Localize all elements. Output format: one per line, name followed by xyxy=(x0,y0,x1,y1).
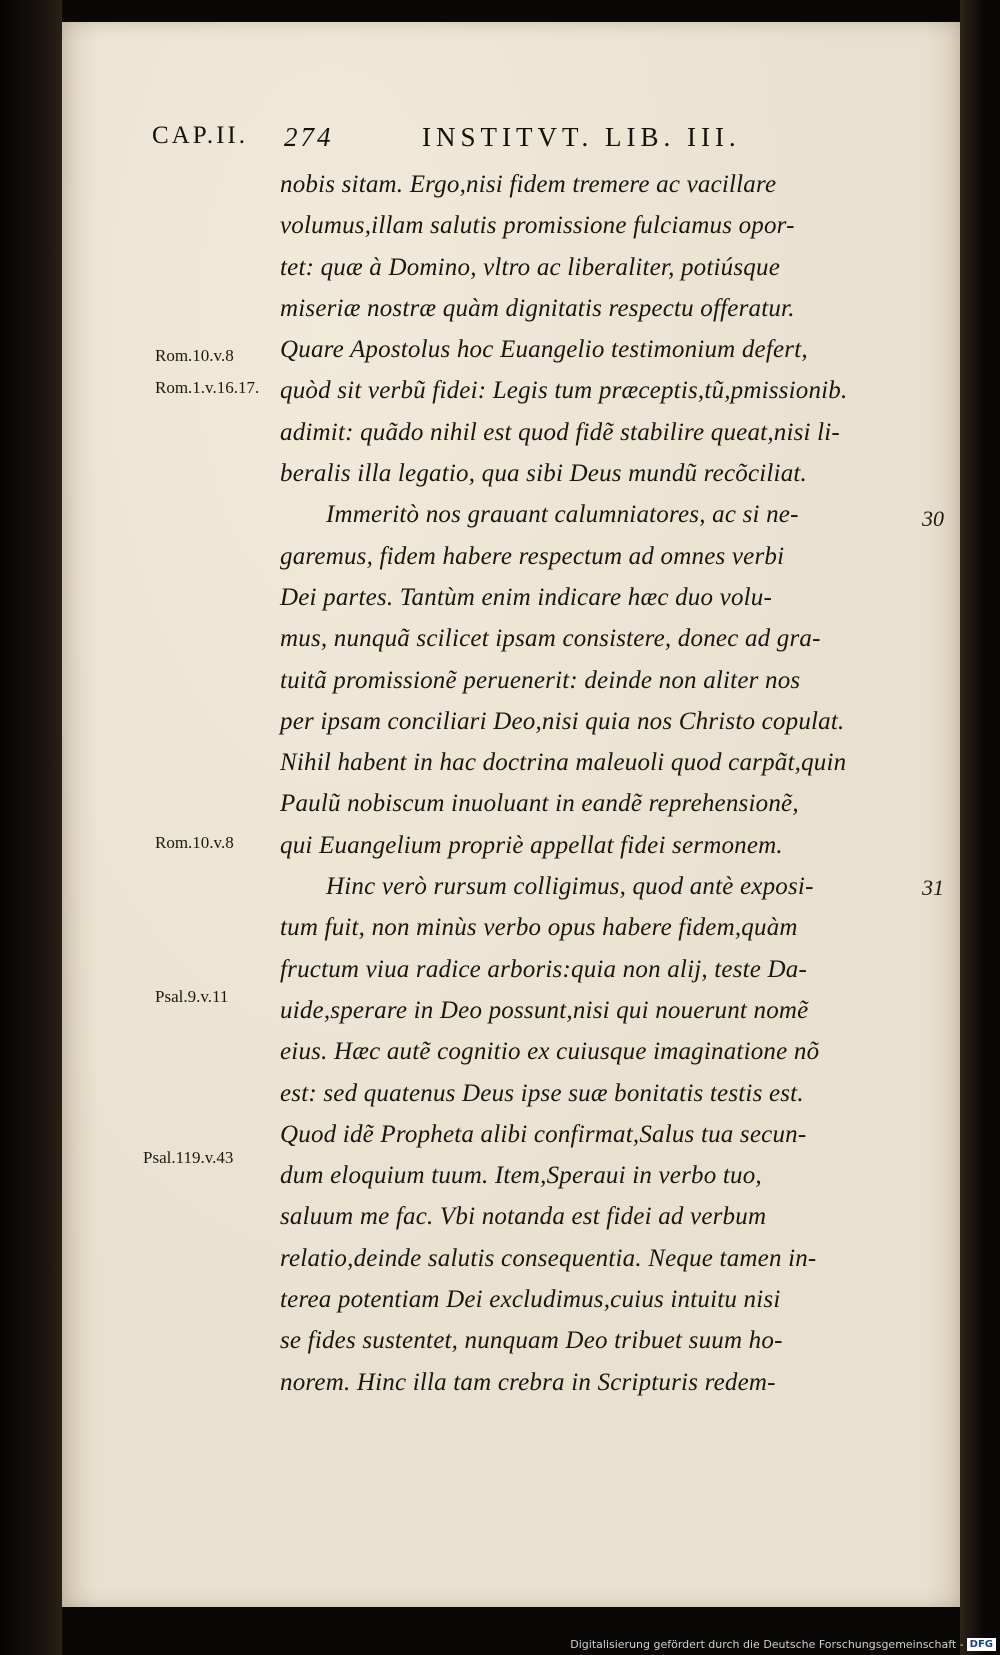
margin-section-number: 31 xyxy=(922,875,944,900)
chapter-label: CAP.II. xyxy=(152,122,249,149)
margin-reference: Psal.119.v.43 xyxy=(143,1148,234,1167)
text-line: se fides sustentet, nunquam Deo tribuet suum ho- xyxy=(280,1327,783,1355)
dfg-logo: DFG xyxy=(967,1638,996,1651)
body-text xyxy=(280,164,900,1403)
digitization-credit xyxy=(570,1638,996,1652)
text-line: tum fuit, non minùs verbo opus habere fidem,quàm xyxy=(280,914,798,942)
text-line: per ipsam conciliari Deo,nisi quia nos Christo copulat. xyxy=(280,707,845,735)
text-line: beralis illa legatio, qua sibi Deus mundũ recõciliat. xyxy=(280,460,807,488)
text-line: miseriæ nostræ quàm dignitatis respectu offeratur. xyxy=(280,294,795,322)
text-line: fructum viua radice arboris:quia non alij, teste Da- xyxy=(280,955,808,983)
binding-gutter xyxy=(0,0,62,1655)
text-line: volumus,illam salutis promissione fulciamus opor- xyxy=(280,212,795,240)
text-line: garemus, fidem habere respectum ad omnes verbi xyxy=(280,542,785,570)
text-line: tuitã promissionẽ peruenerit: deinde non aliter nos xyxy=(280,666,801,694)
text-line: est: sed quatenus Deus ipse suæ bonitatis testis est. xyxy=(280,1079,804,1107)
text-line: Immeritò nos grauant calumniatores, ac si ne- xyxy=(326,501,799,529)
text-line: norem. Hinc illa tam crebra in Scripturis redem- xyxy=(280,1368,776,1396)
margin-section-number: 30 xyxy=(922,506,944,531)
text-line: Hinc verò rursum colligimus, quod antè exposi- xyxy=(326,873,814,901)
text-line: mus, nunquã scilicet ipsam consistere, donec ad gra- xyxy=(280,625,821,653)
text-line: dum eloquium tuum. Item,Speraui in verbo tuo, xyxy=(280,1162,762,1190)
text-line: quòd sit verbũ fidei: Legis tum præceptis,tũ,pmissionib. xyxy=(280,377,848,405)
text-line: adimit: quãdo nihil est quod fidẽ stabilire queat,nisi li- xyxy=(280,418,840,446)
margin-reference: Rom.10.v.8 xyxy=(155,346,234,365)
margin-reference: Psal.9.v.11 xyxy=(155,987,229,1006)
text-line: Nihil habent in hac doctrina maleuoli quod carpãt,quin xyxy=(280,749,847,777)
running-title: INSTITVT. LIB. III. xyxy=(422,122,741,152)
text-line: terea potentiam Dei excludimus,cuius intuitu nisi xyxy=(280,1286,781,1314)
text-line: eius. Hæc autẽ cognitio ex cuiusque imaginatione nõ xyxy=(280,1038,820,1066)
text-line: relatio,deinde salutis consequentia. Neque tamen in- xyxy=(280,1244,817,1272)
running-header xyxy=(152,122,892,156)
text-line: saluum me fac. Vbi notanda est fidei ad verbum xyxy=(280,1203,767,1231)
page-number: 274 xyxy=(284,122,334,152)
text-line: uide,sperare in Deo possunt,nisi qui nouerunt nomẽ xyxy=(280,996,809,1024)
text-line: Quare Apostolus hoc Euangelio testimonium defert, xyxy=(280,336,808,364)
margin-reference: Rom.10.v.8 xyxy=(155,833,234,852)
credit-text: Digitalisierung gefördert durch die Deutsche Forschungsgemeinschaft - xyxy=(570,1637,964,1651)
text-line: Quod idẽ Propheta alibi confirmat,Salus tua secun- xyxy=(280,1120,807,1148)
page-edge xyxy=(960,0,1000,1655)
text-line: tet: quæ à Domino, vltro ac liberaliter, potiúsque xyxy=(280,253,781,281)
margin-reference: Rom.1.v.16.17. xyxy=(155,378,260,397)
text-line: qui Euangelium propriè appellat fidei sermonem. xyxy=(280,831,783,859)
text-line: Paulũ nobiscum inuoluant in eandẽ reprehensionẽ, xyxy=(280,790,799,818)
text-line: nobis sitam. Ergo,nisi fidem tremere ac vacillare xyxy=(280,171,777,198)
text-line: Dei partes. Tantùm enim indicare hæc duo volu- xyxy=(280,583,773,611)
